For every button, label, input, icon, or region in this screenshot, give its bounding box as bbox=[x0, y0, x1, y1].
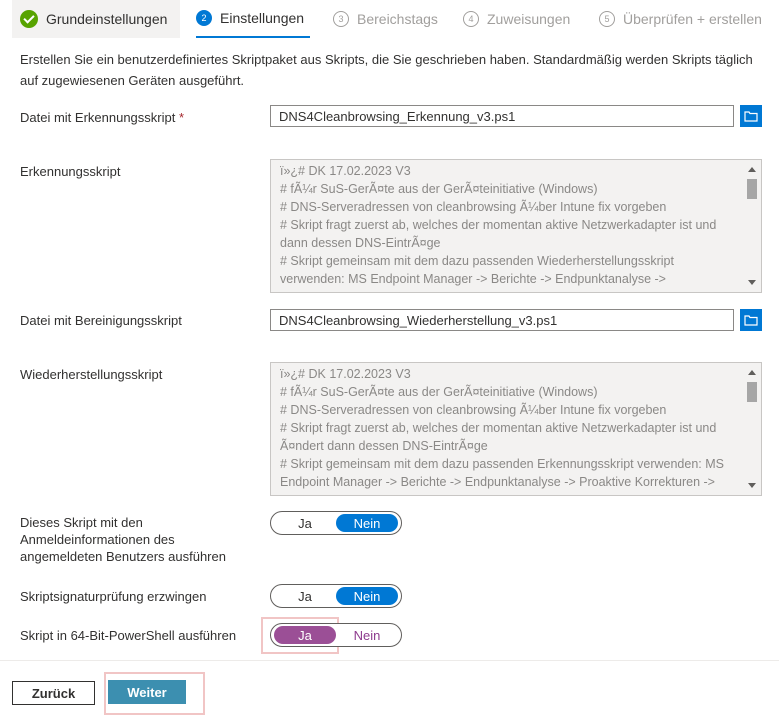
step-number-badge: 3 bbox=[333, 11, 349, 27]
remediation-file-browse-button[interactable] bbox=[740, 309, 762, 331]
script-line: # Skript gemeinsam mit dem dazu passenden Wiederherstellungsskript bbox=[280, 254, 674, 268]
run-64bit-toggle[interactable] bbox=[270, 623, 402, 647]
scroll-down-icon[interactable] bbox=[748, 280, 756, 285]
script-line: # fÃ¼r SuS-GerÃ¤te aus der GerÃ¤teinitiative (Windows) bbox=[280, 182, 598, 196]
script-line: Endpoint Manager -> Berichte -> Endpunktanalyse -> Proaktive Korrekturen -> bbox=[280, 475, 715, 489]
step-label: Einstellungen bbox=[220, 10, 305, 26]
tab-grundeinstellungen[interactable] bbox=[12, 0, 180, 38]
script-line: # DNS-Serveradressen von cleanbrowsing Ã¼ber Intune fix vorgeben bbox=[280, 200, 667, 214]
step-label: Grundeinstellungen bbox=[46, 11, 168, 27]
script-line: # DNS-Serveradressen von cleanbrowsing Ã¼ber Intune fix vorgeben bbox=[280, 403, 667, 417]
step-number-badge: 4 bbox=[463, 11, 479, 27]
run-as-user-toggle[interactable] bbox=[270, 511, 402, 535]
tab-ueberpruefen-erstellen[interactable] bbox=[599, 0, 762, 38]
remediation-script-label: Wiederherstellungsskript bbox=[20, 367, 163, 382]
script-line: # Skript gemeinsam mit dem dazu passenden Erkennungsskript verwenden: MS bbox=[280, 457, 724, 471]
step-label: Bereichstags bbox=[357, 11, 438, 27]
scrollbar[interactable] bbox=[745, 162, 759, 290]
detection-file-browse-button[interactable] bbox=[740, 105, 762, 127]
run-as-user-label: Dieses Skript mit den Anmeldeinformationen des angemeldeten Benutzers ausführen bbox=[20, 515, 226, 564]
remediation-file-input[interactable] bbox=[270, 309, 734, 331]
script-line: ï»¿# DK 17.02.2023 V3 bbox=[280, 164, 411, 178]
checkmark-icon bbox=[20, 10, 38, 28]
detection-script-label: Erkennungsskript bbox=[20, 164, 121, 179]
scroll-down-icon[interactable] bbox=[748, 483, 756, 488]
tab-bereichstags[interactable] bbox=[333, 0, 438, 38]
step-number-badge: 5 bbox=[599, 11, 615, 27]
step-label: Überprüfen + erstellen bbox=[623, 11, 762, 27]
required-marker: * bbox=[178, 110, 185, 125]
step-number-badge: 2 bbox=[196, 10, 212, 26]
script-line: verwenden: MS Endpoint Manager -> Berichte -> Endpunktanalyse -> bbox=[280, 272, 666, 286]
tab-zuweisungen[interactable] bbox=[463, 0, 570, 38]
toggle-option-ja[interactable]: Ja bbox=[298, 588, 312, 604]
step-label: Zuweisungen bbox=[487, 11, 571, 27]
next-button[interactable]: Weiter bbox=[108, 680, 186, 704]
script-line: dann dessen DNS-EintrÃ¤ge bbox=[280, 236, 441, 250]
scroll-up-icon[interactable] bbox=[748, 167, 756, 172]
detection-script-textarea[interactable] bbox=[270, 159, 762, 293]
signature-check-label: Skriptsignaturprüfung erzwingen bbox=[20, 589, 207, 604]
detection-file-label-text: Datei mit Erkennungsskript bbox=[20, 110, 176, 125]
toggle-option-ja[interactable]: Ja bbox=[274, 626, 336, 644]
remediation-file-label: Datei mit Bereinigungsskript bbox=[20, 313, 182, 328]
scroll-thumb[interactable] bbox=[747, 179, 757, 199]
script-line: # Skript fragt zuerst ab, welches der momentan aktive Netzwerkadapter ist und bbox=[280, 421, 717, 435]
detection-script-content bbox=[280, 162, 739, 288]
folder-icon bbox=[744, 314, 758, 326]
run-64bit-label: Skript in 64-Bit-PowerShell ausführen bbox=[20, 628, 237, 643]
detection-file-label bbox=[20, 109, 250, 126]
scroll-thumb[interactable] bbox=[747, 382, 757, 402]
script-line: Ã¤ndert dann dessen DNS-EintrÃ¤ge bbox=[280, 439, 488, 453]
script-line: # Skript fragt zuerst ab, welches der momentan aktive Netzwerkadapter ist und bbox=[280, 218, 717, 232]
scroll-up-icon[interactable] bbox=[748, 370, 756, 375]
detection-file-value: DNS4Cleanbrowsing_Erkennung_v3.ps1 bbox=[279, 108, 516, 124]
remediation-script-textarea[interactable] bbox=[270, 362, 762, 496]
detection-file-input[interactable] bbox=[270, 105, 734, 127]
wizard-steps bbox=[0, 0, 779, 38]
back-button[interactable]: Zurück bbox=[12, 681, 95, 705]
folder-icon bbox=[744, 110, 758, 122]
signature-check-toggle[interactable] bbox=[270, 584, 402, 608]
tab-einstellungen[interactable] bbox=[196, 0, 310, 38]
toggle-option-nein[interactable]: Nein bbox=[353, 627, 381, 643]
script-line: ï»¿# DK 17.02.2023 V3 bbox=[280, 367, 411, 381]
intro-text: Erstellen Sie ein benutzerdefiniertes Skriptpaket aus Skripts, die Sie geschrieben haben. Standardmäßig werden Skripts täglich auf zugewiesenen Geräten ausgeführt. bbox=[20, 52, 753, 88]
toggle-option-nein[interactable]: Nein bbox=[336, 514, 398, 532]
remediation-script-content bbox=[280, 365, 739, 491]
script-line: # fÃ¼r SuS-GerÃ¤te aus der GerÃ¤teinitiative (Windows) bbox=[280, 385, 598, 399]
toggle-option-ja[interactable]: Ja bbox=[298, 515, 312, 531]
toggle-option-nein[interactable]: Nein bbox=[336, 587, 398, 605]
scrollbar[interactable] bbox=[745, 365, 759, 493]
footer-divider bbox=[0, 660, 779, 661]
remediation-file-value: DNS4Cleanbrowsing_Wiederherstellung_v3.ps1 bbox=[279, 312, 558, 328]
